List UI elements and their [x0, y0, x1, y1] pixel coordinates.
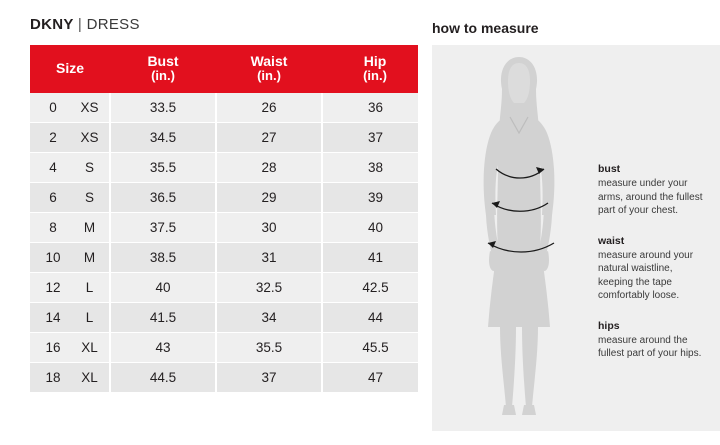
- cell-waist: 34: [216, 303, 322, 333]
- table-row: [30, 183, 428, 213]
- column-header-hip-unit: (in.): [363, 68, 387, 84]
- female-body-figure: [444, 51, 594, 425]
- brand-name: DKNY: [30, 16, 74, 33]
- cell-waist: 32.5: [216, 273, 322, 303]
- cell-size-letter: XL: [70, 363, 110, 393]
- size-table-header: [30, 45, 428, 93]
- cell-waist: 37: [216, 363, 322, 393]
- cell-bust: 40: [110, 273, 216, 303]
- cell-hip: 38: [322, 153, 428, 183]
- cell-hip: 39: [322, 183, 428, 213]
- cell-size-number: 18: [30, 363, 70, 393]
- measure-note-bust: [598, 163, 710, 218]
- cell-size-letter: M: [70, 213, 110, 243]
- cell-bust: 41.5: [110, 303, 216, 333]
- cell-waist: 26: [216, 93, 322, 123]
- table-row: [30, 303, 428, 333]
- measure-note-hips-title: hips: [598, 319, 620, 332]
- cell-size-number: 16: [30, 333, 70, 363]
- measure-note-bust-title: bust: [598, 163, 621, 175]
- cell-bust: 43: [110, 333, 216, 363]
- column-header-bust-unit: (in.): [151, 68, 175, 84]
- column-header-waist: [216, 45, 322, 93]
- cell-size-letter: L: [70, 303, 110, 333]
- table-row: [30, 333, 428, 363]
- cell-size-number: 8: [30, 213, 70, 243]
- cell-size-number: 4: [30, 153, 70, 183]
- cell-bust: 37.5: [110, 213, 216, 243]
- measure-note-waist-title: waist: [598, 234, 625, 247]
- measure-note-hips: [598, 320, 710, 361]
- measure-note-waist-body: measure around your natural waistline, keeping the tape comfortably loose.: [598, 249, 694, 301]
- cell-waist: 30: [216, 213, 322, 243]
- page-title: [30, 16, 140, 33]
- cell-size-number: 0: [30, 93, 70, 123]
- cell-hip: 42.5: [322, 273, 428, 303]
- table-row: [30, 243, 428, 273]
- cell-size-letter: M: [70, 243, 110, 273]
- cell-waist: 29: [216, 183, 322, 213]
- cell-size-letter: S: [70, 183, 110, 213]
- how-to-measure-title: how to measure: [432, 20, 539, 36]
- cell-bust: 34.5: [110, 123, 216, 153]
- cell-size-letter: XS: [70, 93, 110, 123]
- cell-hip: 40: [322, 213, 428, 243]
- cell-size-letter: XS: [70, 123, 110, 153]
- table-row: [30, 273, 428, 303]
- column-header-waist-unit: (in.): [257, 68, 281, 84]
- table-row: [30, 153, 428, 183]
- cell-waist: 28: [216, 153, 322, 183]
- cell-size-number: 10: [30, 243, 70, 273]
- cell-hip: 41: [322, 243, 428, 273]
- product-category: DRESS: [86, 16, 140, 33]
- size-table: [30, 45, 428, 393]
- cell-size-number: 2: [30, 123, 70, 153]
- size-table-body: [30, 93, 428, 393]
- column-header-size-label: Size: [55, 60, 84, 77]
- cell-size-number: 12: [30, 273, 70, 303]
- cell-waist: 27: [216, 123, 322, 153]
- cell-waist: 35.5: [216, 333, 322, 363]
- column-header-hip: [322, 45, 428, 93]
- cell-hip: 47: [322, 363, 428, 393]
- measure-note-bust-body: measure under your arms, around the fullest part of your chest.: [598, 178, 703, 216]
- cell-bust: 36.5: [110, 183, 216, 213]
- table-row: [30, 213, 428, 243]
- column-header-hip-label: Hip: [363, 53, 387, 69]
- cell-hip: 36: [322, 93, 428, 123]
- table-row: [30, 363, 428, 393]
- cell-hip: 45.5: [322, 333, 428, 363]
- cell-hip: 37: [322, 123, 428, 153]
- cell-waist: 31: [216, 243, 322, 273]
- column-header-bust-label: Bust: [147, 53, 179, 69]
- cell-hip: 44: [322, 303, 428, 333]
- cell-size-letter: XL: [70, 333, 110, 363]
- table-header-row: [30, 45, 428, 93]
- column-header-waist-label: Waist: [250, 53, 288, 69]
- title-separator: |: [77, 16, 83, 33]
- measure-card: [432, 45, 720, 431]
- measure-notes: [598, 163, 710, 378]
- body-silhouette-icon: [444, 51, 594, 425]
- how-to-measure-panel: [418, 0, 720, 445]
- measure-note-waist: [598, 235, 710, 303]
- cell-bust: 44.5: [110, 363, 216, 393]
- cell-size-number: 14: [30, 303, 70, 333]
- cell-size-number: 6: [30, 183, 70, 213]
- column-header-size: [30, 45, 110, 93]
- measure-note-hips-body: measure around the fullest part of your hips.: [598, 334, 702, 359]
- table-row: [30, 93, 428, 123]
- cell-size-letter: S: [70, 153, 110, 183]
- table-row: [30, 123, 428, 153]
- cell-size-letter: L: [70, 273, 110, 303]
- cell-bust: 35.5: [110, 153, 216, 183]
- cell-bust: 33.5: [110, 93, 216, 123]
- column-header-bust: [110, 45, 216, 93]
- cell-bust: 38.5: [110, 243, 216, 273]
